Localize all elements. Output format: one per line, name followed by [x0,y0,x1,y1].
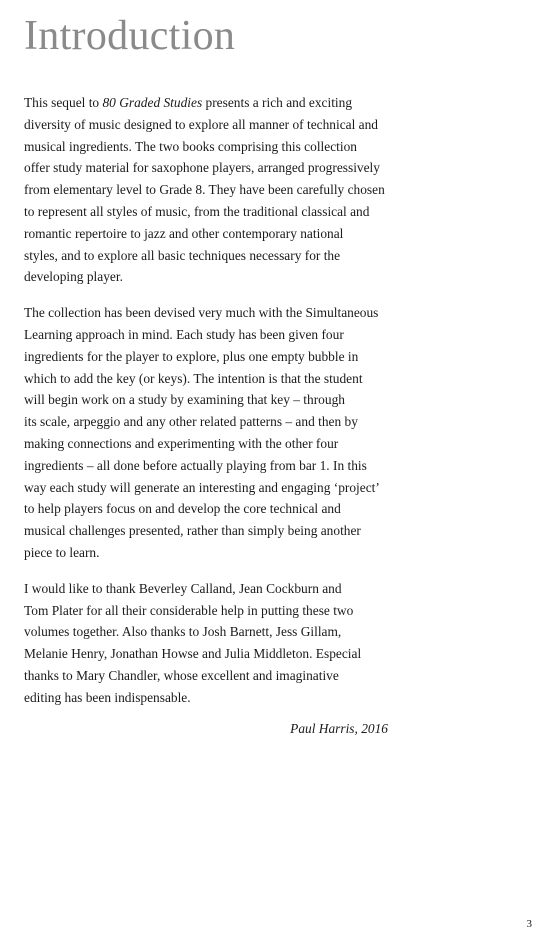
page-title: Introduction [24,13,236,59]
text-run: making connections and experimenting with the other four [24,435,339,451]
text-run: musical challenges presented, rather than simply being another [24,523,361,539]
text-run: ingredients for the player to explore, plus one empty bubble in [24,348,359,364]
introduction-body [24,92,392,723]
text-run: Learning approach in mind. Each study has been given four [24,326,344,342]
body-paragraph [24,302,392,564]
text-run: presents a rich and exciting [202,95,353,110]
author-signature: Paul Harris, 2016 [290,721,388,736]
text-run: The collection has been devised very much with the Simultaneous [24,305,379,321]
text-line [24,245,392,267]
text-line [24,92,392,114]
text-line [24,302,392,324]
text-run: styles, and to explore all basic techniques necessary for the [24,247,341,263]
text-run: from elementary level to Grade 8. They have been carefully chosen [24,182,385,198]
text-run: volumes together. Also thanks to Josh Barnett, Jess Gillam, [24,624,342,640]
page-number: 3 [526,918,532,930]
text-run: Tom Plater for all their considerable help in putting these two [24,602,354,618]
text-run: musical ingredients. The two books comprising this collection [24,138,357,154]
text-line [24,433,392,455]
text-run: which to add the key (or keys). The intention is that the student [24,370,363,386]
text-run: offer study material for saxophone players, arranged progressively [24,160,380,176]
text-line [24,455,392,477]
text-line [24,643,392,665]
text-line [24,477,392,499]
text-run: its scale, arpeggio and any other related patterns – and then by [24,414,358,430]
text-line [24,389,392,411]
text-line [24,223,392,245]
text-line [24,498,392,520]
text-line [24,201,392,223]
text-line [24,114,392,136]
text-run: Melanie Henry, Jonathan Howse and Julia Middleton. Especial [24,646,362,662]
text-run: diversity of music designed to explore all manner of technical and [24,116,378,132]
text-line [24,687,392,709]
text-line [24,621,392,643]
text-line [24,600,392,622]
text-run: to represent all styles of music, from the traditional classical and [24,203,370,219]
body-paragraph [24,92,392,288]
text-line [24,157,392,179]
text-run: piece to learn. [24,544,100,560]
text-run: developing player. [24,269,123,285]
text-run: to help players focus on and develop the core technical and [24,501,341,517]
text-run: ingredients – all done before actually playing from bar 1. In this [24,457,367,473]
body-paragraph [24,578,392,709]
text-line [24,542,392,564]
text-line [24,411,392,433]
text-line [24,578,392,600]
text-run: will begin work on a study by examining that key – through [24,392,345,408]
text-run: editing has been indispensable. [24,689,191,705]
text-line [24,266,392,288]
text-line [24,368,392,390]
text-line [24,136,392,158]
text-run: This sequel to [24,95,103,110]
text-line [24,324,392,346]
book-title-italic: 80 Graded Studies [102,95,203,110]
text-line [24,346,392,368]
text-run: thanks to Mary Chandler, whose excellent and imaginative [24,667,339,683]
text-run: romantic repertoire to jazz and other contemporary national [24,225,344,241]
text-line [24,665,392,687]
text-line [24,179,392,201]
text-run: way each study will generate an interesting and engaging ‘project’ [24,479,380,495]
text-run: I would like to thank Beverley Calland, Jean Cockburn and [24,580,342,596]
text-line [24,520,392,542]
